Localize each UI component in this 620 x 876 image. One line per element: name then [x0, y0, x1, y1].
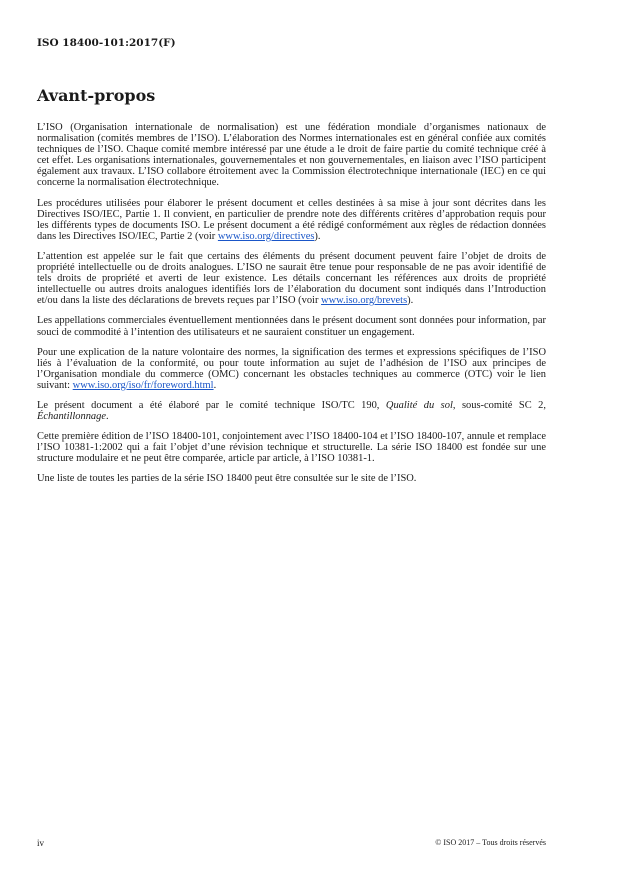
patents-link[interactable]: www.iso.org/brevets: [321, 295, 408, 307]
paragraph-procedures-end: ).: [314, 230, 321, 242]
paragraph-patents: [37, 251, 546, 306]
paragraph-iso-intro: L’ISO (Organisation internationale de normalisation) est une fédération mondiale d’organismes nationaux de normalisation (comités membres de l’ISO). L’élaboration des Normes internationales est en général confiée aux comités techniques de l’ISO. Chaque comité membre intéressé par une étude a le droit de faire partie du comité technique créé à cet effet. Les organisations internationales, gouvernementales et non gouvernementales, en liaison avec l’ISO participent également aux travaux. L’ISO collabore étroitement avec la Commission électrotechnique internationale (IEC) en ce qui concerne la normalisation électrotechnique.: [37, 122, 546, 189]
paragraph-committee-end: .: [106, 411, 109, 423]
paragraph-voluntary: [37, 347, 546, 391]
paragraph-procedures-text: Les procédures utilisées pour élaborer le présent document et celles destinées à sa mise à jour sont décrites dans les Directives ISO/IEC, Partie 1. Il convient, en particulier de prendre note des différents critères d’approbation requis pour les différents types de documents ISO. Le présent document a été rédigé conformément aux règles de rédaction données dans les Directives ISO/IEC, Partie 2 (voir: [37, 197, 546, 242]
paragraph-voluntary-end: .: [213, 379, 217, 391]
document-id-header: ISO 18400-101:2017(F): [37, 37, 176, 49]
paragraph-procedures: [37, 198, 546, 242]
paragraph-trade-names: Les appellations commerciales éventuellement mentionnées dans le présent document sont données pour information, par souci de commodité à l’intention des utilisateurs et ne sauraient constituer un engagement.: [37, 315, 546, 338]
paragraph-committee-mid: , sous-comité SC 2,: [452, 399, 546, 411]
paragraph-patents-text: L’attention est appelée sur le fait que certains des éléments du présent document peuvent faire l’objet de droits de propriété intellectuelle ou de droits analogues. L’ISO ne saurait être tenue pour responsable de ne pas avoir identifié de tels droits de propriété et averti de leur existence. Les détails concernant les références aux droits de propriété intellectuelle ou autres droits analogues identifiés lors de l’élaboration du document sont indiqués dans l’Introduction et/ou dans la liste des déclarations de brevets reçues par l’ISO (voir: [37, 250, 546, 307]
paragraph-patents-end: ).: [407, 295, 414, 307]
paragraph-committee: [37, 400, 546, 422]
copyright-notice: © ISO 2017 – Tous droits réservés: [435, 838, 546, 847]
paragraph-committee-text: Le présent document a été élaboré par le comité technique ISO/TC 190,: [37, 399, 386, 411]
page-number: iv: [37, 838, 45, 848]
directives-link[interactable]: www.iso.org/directives: [217, 230, 315, 242]
paragraph-edition: Cette première édition de l’ISO 18400-101, conjointement avec l’ISO 18400-104 et l’ISO 18400-107, annule et remplace l’ISO 10381-1:2002 qui a fait l’objet d’une révision technique et structurelle. La série ISO 18400 est fondée sur une structure modulaire et ne peut être comparée, article par article, à l’ISO 10381-1.: [37, 431, 546, 465]
subcommittee-title: Échantillonnage: [37, 411, 106, 423]
foreword-link[interactable]: www.iso.org/iso/fr/foreword.html: [72, 379, 214, 391]
paragraph-voluntary-text: Pour une explication de la nature volontaire des normes, la signification des termes et expressions spécifiques de l’ISO liés à l’évaluation de la conformité, ou pour toute information au sujet de l’adhésion de l’ISO aux principes de l’Organisation mondiale du commerce (OMC) concernant les obstacles techniques au commerce (OTC) voir le lien suivant:: [37, 346, 546, 391]
foreword-body: [37, 122, 546, 494]
paragraph-parts-list: Une liste de toutes les parties de la série ISO 18400 peut être consultée sur le site de l’ISO.: [37, 473, 417, 485]
page-title: Avant-propos: [37, 86, 156, 105]
committee-title: Qualité du sol: [385, 399, 453, 411]
